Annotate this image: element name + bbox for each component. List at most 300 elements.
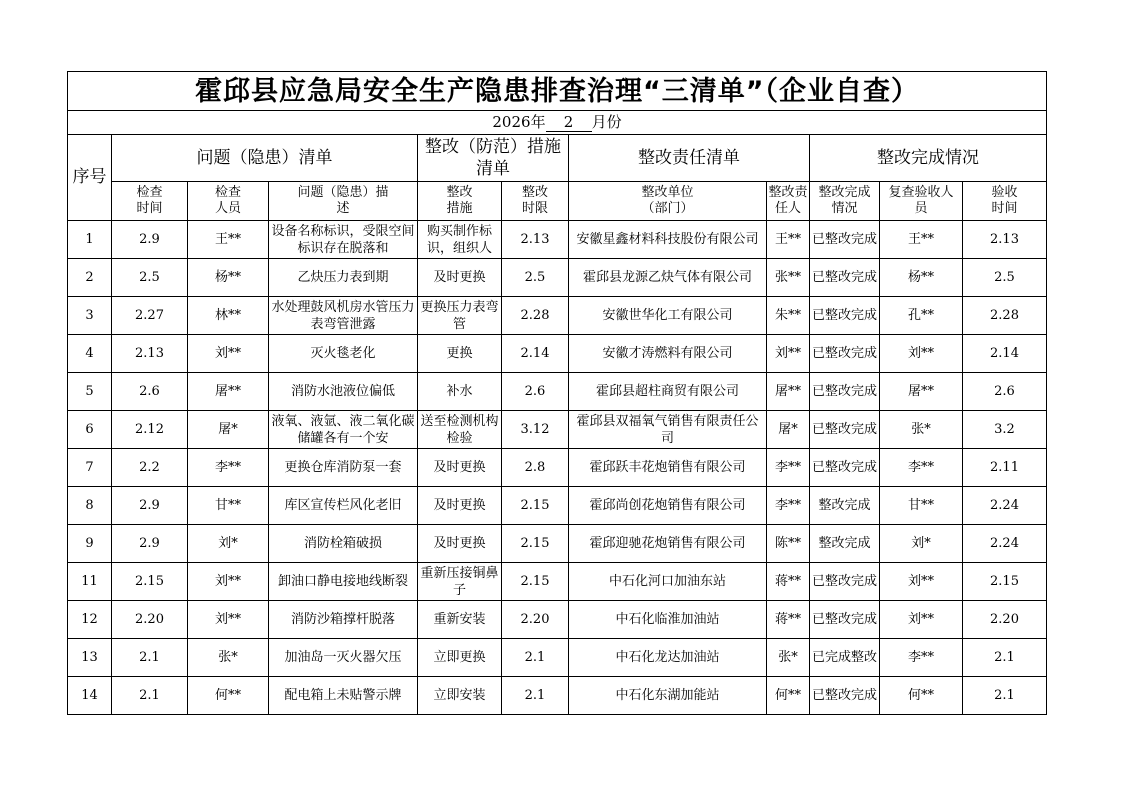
cell-description-text: 配电箱上未贴警示牌 [284, 688, 402, 703]
cell-unit-text: 霍邱迎驰花炮销售有限公司 [589, 536, 746, 551]
cell-accept-time-text: 3.2 [994, 422, 1015, 437]
cell-measure [418, 373, 502, 411]
cell-seq-text: 13 [81, 650, 98, 665]
cell-accept-time-text: 2.6 [994, 384, 1015, 399]
cell-unit [569, 259, 767, 297]
cell-accept-time-text: 2.1 [994, 688, 1015, 703]
cell-inspector-text: 杨** [214, 270, 241, 285]
cell-description [269, 373, 418, 411]
cell-person [767, 373, 810, 411]
cell-reviewer [880, 259, 963, 297]
cell-accept-time [963, 221, 1047, 259]
cell-unit-text: 霍邱尚创花炮销售有限公司 [589, 498, 746, 513]
cell-check-time [112, 677, 188, 715]
cell-accept-time-text: 2.5 [994, 270, 1015, 285]
cell-check-time [112, 563, 188, 601]
cell-accept-time [963, 297, 1047, 335]
cell-status [810, 449, 880, 487]
cell-inspector-text: 屠* [218, 422, 238, 437]
cell-accept-time [963, 677, 1047, 715]
table-row [68, 639, 1047, 677]
cell-measure [418, 259, 502, 297]
header-seq: 序号 [68, 135, 112, 221]
cell-measure-text: 更换 [446, 346, 473, 361]
cell-check-time-text: 2.13 [135, 346, 164, 361]
cell-check-time [112, 297, 188, 335]
cell-person [767, 525, 810, 563]
period-month-suffix: 月份 [591, 112, 622, 131]
cell-deadline-text: 2.15 [520, 574, 550, 589]
cell-deadline-text: 2.5 [524, 270, 546, 285]
cell-check-time [112, 411, 188, 449]
cell-unit [569, 525, 767, 563]
cell-person-text: 蒋** [774, 574, 801, 589]
cell-seq [68, 487, 112, 525]
cell-person [767, 639, 810, 677]
cell-description-text: 消防栓箱破损 [303, 536, 382, 551]
cell-status-text: 已整改完成 [812, 270, 878, 285]
cell-status-text: 已整改完成 [812, 688, 878, 703]
cell-reviewer-text: 张* [911, 422, 931, 437]
table-row [68, 373, 1047, 411]
header-check-time-label: 检查时间 [136, 185, 163, 216]
cell-reviewer-text: 孔** [907, 308, 934, 323]
cell-person [767, 297, 810, 335]
cell-accept-time [963, 335, 1047, 373]
header-deadline [502, 182, 569, 221]
cell-deadline [502, 297, 569, 335]
cell-inspector [188, 221, 269, 259]
cell-inspector [188, 639, 269, 677]
cell-deadline [502, 639, 569, 677]
cell-person-text: 刘** [774, 346, 801, 361]
header-status-label: 整改完成情况 [818, 185, 871, 216]
cell-accept-time-text: 2.24 [990, 498, 1019, 513]
cell-person-text: 蒋** [774, 612, 801, 627]
cell-unit [569, 677, 767, 715]
cell-accept-time [963, 259, 1047, 297]
cell-unit-text: 安徽才涛燃料有限公司 [602, 346, 733, 361]
hazard-checklist-table [67, 71, 1047, 715]
cell-check-time-text: 2.20 [135, 612, 164, 627]
cell-check-time-text: 2.6 [139, 384, 160, 399]
cell-status [810, 563, 880, 601]
cell-accept-time [963, 373, 1047, 411]
cell-status-text: 整改完成 [818, 536, 871, 551]
cell-status-text: 已整改完成 [812, 574, 878, 589]
cell-person-text: 李** [774, 498, 801, 513]
cell-reviewer-text: 李** [907, 460, 934, 475]
cell-status [810, 373, 880, 411]
cell-description-text: 液氧、液氩、液二氧化碳储罐各有一个安 [271, 413, 415, 446]
cell-measure [418, 563, 502, 601]
cell-measure [418, 411, 502, 449]
header-check-time [112, 182, 188, 221]
header-accept-time-label: 验收时间 [991, 185, 1018, 216]
cell-unit [569, 221, 767, 259]
cell-inspector [188, 297, 269, 335]
cell-check-time [112, 601, 188, 639]
cell-reviewer [880, 677, 963, 715]
cell-deadline-text: 2.1 [524, 650, 546, 665]
table-row [68, 297, 1047, 335]
cell-seq [68, 373, 112, 411]
cell-description-text: 消防水池液位偏低 [290, 384, 395, 399]
cell-seq-text: 7 [85, 460, 94, 475]
cell-inspector-text: 刘** [214, 612, 241, 627]
cell-person-text: 何** [774, 688, 801, 703]
cell-description [269, 487, 418, 525]
cell-reviewer [880, 525, 963, 563]
cell-inspector-text: 刘* [218, 536, 238, 551]
cell-description [269, 335, 418, 373]
header-description [269, 182, 418, 221]
cell-status [810, 259, 880, 297]
table-row [68, 449, 1047, 487]
cell-status-text: 已整改完成 [812, 422, 878, 437]
cell-accept-time-text: 2.28 [990, 308, 1019, 323]
cell-seq-text: 11 [81, 574, 98, 589]
cell-description-text: 加油岛一灭火器欠压 [284, 650, 402, 665]
cell-status [810, 297, 880, 335]
cell-accept-time [963, 601, 1047, 639]
cell-description [269, 563, 418, 601]
header-person [767, 182, 810, 221]
cell-unit-text: 霍邱跃丰花炮销售有限公司 [589, 460, 746, 475]
cell-unit-text: 中石化东湖加能站 [615, 688, 720, 703]
cell-measure [418, 677, 502, 715]
cell-description-text: 灭火毯老化 [310, 346, 376, 361]
period-month: 2 [546, 114, 592, 132]
cell-accept-time-text: 2.15 [990, 574, 1019, 589]
cell-inspector [188, 601, 269, 639]
cell-inspector-text: 甘** [214, 498, 241, 513]
cell-description-text: 设备名称标识，受限空间标识存在脱落和 [271, 223, 415, 256]
page-title: 霍邱县应急局安全生产隐患排查治理“三清单”（企业自查） [68, 72, 1047, 111]
cell-deadline-text: 2.13 [520, 232, 550, 247]
cell-check-time-text: 2.1 [139, 688, 160, 703]
cell-check-time [112, 335, 188, 373]
cell-reviewer [880, 335, 963, 373]
cell-status [810, 411, 880, 449]
cell-reviewer-text: 刘** [907, 574, 934, 589]
cell-reviewer [880, 411, 963, 449]
cell-inspector-text: 何** [214, 688, 241, 703]
table-row [68, 221, 1047, 259]
cell-seq [68, 563, 112, 601]
cell-person-text: 朱** [774, 308, 801, 323]
cell-status-text: 已整改完成 [812, 384, 878, 399]
cell-measure-text: 送至检测机构检验 [420, 413, 499, 446]
cell-person-text: 屠** [774, 384, 801, 399]
cell-inspector [188, 259, 269, 297]
cell-seq-text: 6 [85, 422, 94, 437]
cell-unit-text: 安徽星鑫材料科技股份有限公司 [576, 232, 759, 247]
cell-person-text: 张** [774, 270, 801, 285]
cell-measure-text: 重新安装 [433, 612, 486, 627]
cell-deadline [502, 601, 569, 639]
cell-reviewer [880, 563, 963, 601]
cell-description-text: 更换仓库消防泵一套 [284, 460, 402, 475]
cell-deadline [502, 335, 569, 373]
cell-status [810, 601, 880, 639]
cell-deadline-text: 2.15 [520, 536, 550, 551]
cell-check-time-text: 2.15 [135, 574, 164, 589]
cell-inspector [188, 525, 269, 563]
header-deadline-label: 整改时限 [521, 185, 548, 216]
cell-check-time-text: 2.9 [139, 536, 160, 551]
cell-unit [569, 601, 767, 639]
cell-person [767, 411, 810, 449]
cell-deadline-text: 3.12 [520, 422, 550, 437]
header-reviewer [880, 182, 963, 221]
cell-status-text: 已整改完成 [812, 460, 878, 475]
cell-measure-text: 购买制作标识，组织人 [426, 223, 492, 256]
cell-person [767, 677, 810, 715]
cell-reviewer [880, 221, 963, 259]
table-row [68, 563, 1047, 601]
header-group-measure-label: 整改（防范）措施清单 [425, 137, 561, 179]
header-measure [418, 182, 502, 221]
cell-accept-time-text: 2.13 [990, 232, 1019, 247]
cell-deadline-text: 2.15 [520, 498, 550, 513]
cell-check-time-text: 2.27 [135, 308, 164, 323]
cell-person-text: 张* [778, 650, 798, 665]
cell-unit-text: 霍邱县超柱商贸有限公司 [595, 384, 739, 399]
cell-person [767, 221, 810, 259]
cell-accept-time [963, 449, 1047, 487]
cell-description [269, 639, 418, 677]
cell-description [269, 525, 418, 563]
cell-seq-text: 3 [85, 308, 94, 323]
cell-seq [68, 525, 112, 563]
cell-inspector [188, 335, 269, 373]
cell-description [269, 259, 418, 297]
cell-unit [569, 487, 767, 525]
cell-inspector-text: 李** [214, 460, 241, 475]
cell-status-text: 已整改完成 [812, 346, 878, 361]
cell-unit [569, 639, 767, 677]
header-inspector [188, 182, 269, 221]
cell-seq [68, 411, 112, 449]
cell-inspector [188, 373, 269, 411]
header-group-completion: 整改完成情况 [810, 135, 1047, 182]
cell-check-time-text: 2.5 [139, 270, 160, 285]
cell-check-time [112, 221, 188, 259]
cell-accept-time [963, 411, 1047, 449]
cell-accept-time [963, 487, 1047, 525]
cell-description [269, 677, 418, 715]
header-unit-label: 整改单位（部门） [641, 185, 694, 216]
cell-status-text: 已整改完成 [812, 308, 878, 323]
cell-person-text: 李** [774, 460, 801, 475]
cell-deadline [502, 525, 569, 563]
cell-description-text: 卸油口静电接地线断裂 [277, 574, 408, 589]
cell-seq-text: 8 [85, 498, 94, 513]
cell-measure-text: 更换压力表弯管 [420, 299, 499, 332]
cell-status-text: 已整改完成 [812, 232, 878, 247]
cell-measure [418, 449, 502, 487]
header-reviewer-label: 复查验收人员 [888, 185, 954, 216]
cell-person [767, 563, 810, 601]
table-row [68, 259, 1047, 297]
cell-status [810, 487, 880, 525]
table-row [68, 487, 1047, 525]
cell-unit [569, 449, 767, 487]
table-row [68, 335, 1047, 373]
cell-seq [68, 601, 112, 639]
cell-status [810, 677, 880, 715]
table-row [68, 677, 1047, 715]
cell-check-time [112, 373, 188, 411]
cell-inspector-text: 刘** [214, 574, 241, 589]
cell-check-time [112, 525, 188, 563]
report-period [68, 111, 1047, 135]
cell-seq-text: 1 [85, 232, 94, 247]
cell-accept-time [963, 525, 1047, 563]
cell-reviewer-text: 刘** [907, 612, 934, 627]
cell-measure [418, 335, 502, 373]
cell-check-time-text: 2.2 [139, 460, 160, 475]
cell-unit-text: 中石化河口加油东站 [608, 574, 726, 589]
cell-accept-time [963, 639, 1047, 677]
cell-deadline-text: 2.28 [520, 308, 550, 323]
cell-seq-text: 2 [85, 270, 94, 285]
cell-reviewer-text: 刘* [911, 536, 931, 551]
cell-description [269, 449, 418, 487]
cell-deadline [502, 221, 569, 259]
cell-inspector-text: 林** [214, 308, 241, 323]
cell-measure-text: 重新压接铜鼻子 [420, 565, 499, 598]
cell-check-time-text: 2.1 [139, 650, 160, 665]
cell-reviewer-text: 甘** [907, 498, 934, 513]
period-year: 2026年 [492, 112, 546, 131]
cell-check-time [112, 259, 188, 297]
cell-accept-time-text: 2.11 [990, 460, 1019, 475]
cell-deadline [502, 259, 569, 297]
cell-measure [418, 525, 502, 563]
cell-seq-text: 14 [81, 688, 98, 703]
header-description-label: 问题（隐患）描述 [297, 185, 389, 216]
cell-description-text: 水处理鼓风机房水管压力表弯管泄露 [271, 299, 415, 332]
cell-description [269, 221, 418, 259]
cell-measure [418, 297, 502, 335]
cell-inspector [188, 487, 269, 525]
header-group-responsibility: 整改责任清单 [569, 135, 810, 182]
cell-reviewer [880, 449, 963, 487]
cell-measure-text: 及时更换 [433, 498, 486, 513]
cell-unit-text: 安徽世华化工有限公司 [602, 308, 733, 323]
cell-reviewer-text: 王** [907, 232, 934, 247]
cell-accept-time-text: 2.14 [990, 346, 1019, 361]
cell-seq [68, 335, 112, 373]
cell-inspector [188, 563, 269, 601]
cell-description [269, 297, 418, 335]
cell-status [810, 335, 880, 373]
cell-unit [569, 297, 767, 335]
cell-person [767, 487, 810, 525]
cell-measure-text: 及时更换 [433, 270, 486, 285]
cell-deadline [502, 487, 569, 525]
cell-inspector-text: 刘** [214, 346, 241, 361]
cell-description-text: 消防沙箱撑杆脱落 [290, 612, 395, 627]
cell-measure [418, 601, 502, 639]
cell-deadline [502, 373, 569, 411]
cell-seq [68, 677, 112, 715]
cell-reviewer-text: 李** [907, 650, 934, 665]
cell-deadline-text: 2.1 [524, 688, 546, 703]
cell-person [767, 449, 810, 487]
cell-inspector-text: 屠** [214, 384, 241, 399]
header-unit [569, 182, 767, 221]
cell-seq-text: 9 [85, 536, 94, 551]
cell-check-time-text: 2.12 [135, 422, 164, 437]
cell-status-text: 已完成整改 [812, 650, 878, 665]
cell-reviewer [880, 297, 963, 335]
cell-unit-text: 中石化龙达加油站 [615, 650, 720, 665]
header-person-label: 整改责任人 [768, 185, 808, 216]
cell-reviewer [880, 601, 963, 639]
cell-unit [569, 563, 767, 601]
cell-status [810, 525, 880, 563]
cell-reviewer [880, 487, 963, 525]
cell-reviewer-text: 杨** [907, 270, 934, 285]
cell-person [767, 601, 810, 639]
cell-seq [68, 449, 112, 487]
cell-inspector [188, 449, 269, 487]
cell-inspector-text: 张* [218, 650, 238, 665]
table-row [68, 525, 1047, 563]
cell-check-time-text: 2.9 [139, 498, 160, 513]
cell-status [810, 639, 880, 677]
header-status [810, 182, 880, 221]
cell-measure-text: 立即更换 [433, 650, 486, 665]
cell-measure-text: 及时更换 [433, 536, 486, 551]
cell-seq [68, 297, 112, 335]
table-row [68, 601, 1047, 639]
cell-inspector [188, 677, 269, 715]
header-inspector-label: 检查人员 [214, 185, 241, 216]
cell-deadline [502, 563, 569, 601]
cell-seq [68, 221, 112, 259]
cell-accept-time-text: 2.20 [990, 612, 1019, 627]
cell-deadline-text: 2.14 [520, 346, 550, 361]
cell-description [269, 411, 418, 449]
cell-person-text: 屠* [778, 422, 798, 437]
cell-accept-time [963, 563, 1047, 601]
cell-deadline-text: 2.8 [524, 460, 546, 475]
cell-unit [569, 411, 767, 449]
cell-accept-time-text: 2.24 [990, 536, 1019, 551]
cell-deadline-text: 2.6 [524, 384, 546, 399]
cell-seq [68, 259, 112, 297]
cell-deadline [502, 449, 569, 487]
cell-unit [569, 373, 767, 411]
cell-seq-text: 5 [85, 384, 94, 399]
cell-status-text: 整改完成 [818, 498, 871, 513]
cell-inspector-text: 王** [214, 232, 241, 247]
cell-measure [418, 487, 502, 525]
cell-measure-text: 及时更换 [433, 460, 486, 475]
header-group-measure [418, 135, 569, 182]
cell-measure-text: 补水 [446, 384, 473, 399]
cell-deadline [502, 677, 569, 715]
cell-person [767, 259, 810, 297]
cell-accept-time-text: 2.1 [994, 650, 1015, 665]
cell-reviewer [880, 373, 963, 411]
cell-deadline [502, 411, 569, 449]
header-measure-label: 整改措施 [446, 185, 473, 216]
